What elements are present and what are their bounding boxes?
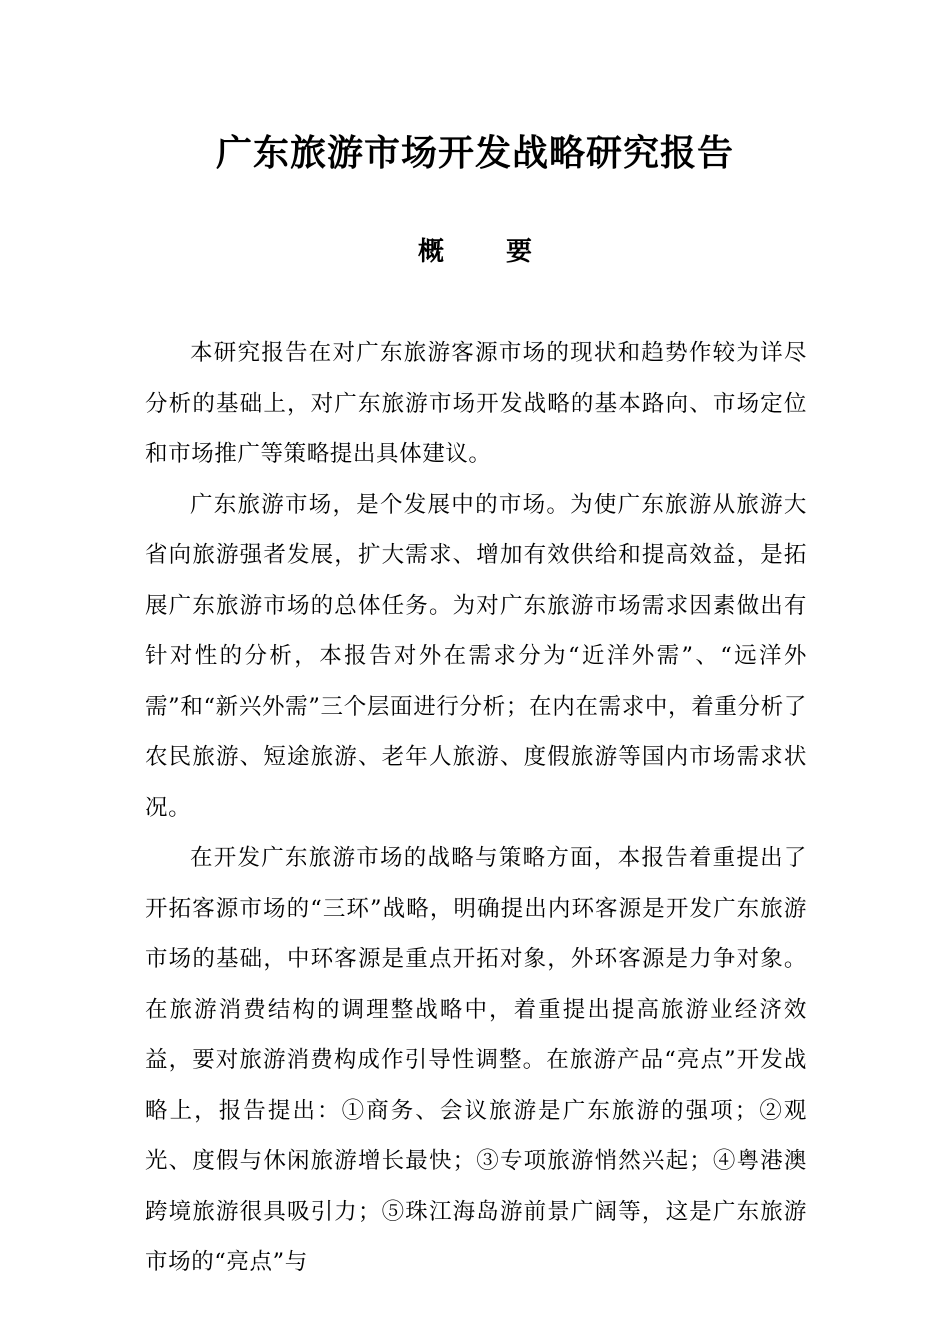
section-heading-char-1: 概 [417,237,444,267]
document-body [145,328,807,1288]
section-heading-char-2: 要 [506,237,533,267]
paragraph-3: 在开发广东旅游市场的战略与策略方面，本报告着重提出了开拓客源市场的“三环”战略，明确提出内环客源是开发广东旅游市场的基础，中环客源是重点开拓对象，外环客源是力争对象。在旅游消费结构的调理整战略中，着重提出提高旅游业经济效益，要对旅游消费构成作引导性调整。在旅游产品“亮点”开发战略上，报告提出：①商务、会议旅游是广东旅游的强项；②观光、度假与休闲旅游增长最快；③专项旅游悄然兴起；④粤港澳跨境旅游很具吸引力；⑤珠江海岛游前景广阔等，这是广东旅游市场的“亮点”与 [145,845,807,1275]
document-title: 广东旅游市场开发战略研究报告 [215,132,734,174]
paragraph-1: 本研究报告在对广东旅游客源市场的现状和趋势作较为详尽分析的基础上，对广东旅游市场开发战略的基本路向、市场定位和市场推广等策略提出具体建议。 [145,340,807,467]
section-heading-summary [0,232,950,272]
paragraph-2: 广东旅游市场，是个发展中的市场。为使广东旅游从旅游大省向旅游强者发展，扩大需求、增加有效供给和提高效益，是拓展广东旅游市场的总体任务。为对广东旅游市场需求因素做出有针对性的分析，本报告对外在需求分为“近洋外需”、“远洋外需”和“新兴外需”三个层面进行分析；在内在需求中，着重分析了农民旅游、短途旅游、老年人旅游、度假旅游等国内市场需求状况。 [145,491,807,821]
